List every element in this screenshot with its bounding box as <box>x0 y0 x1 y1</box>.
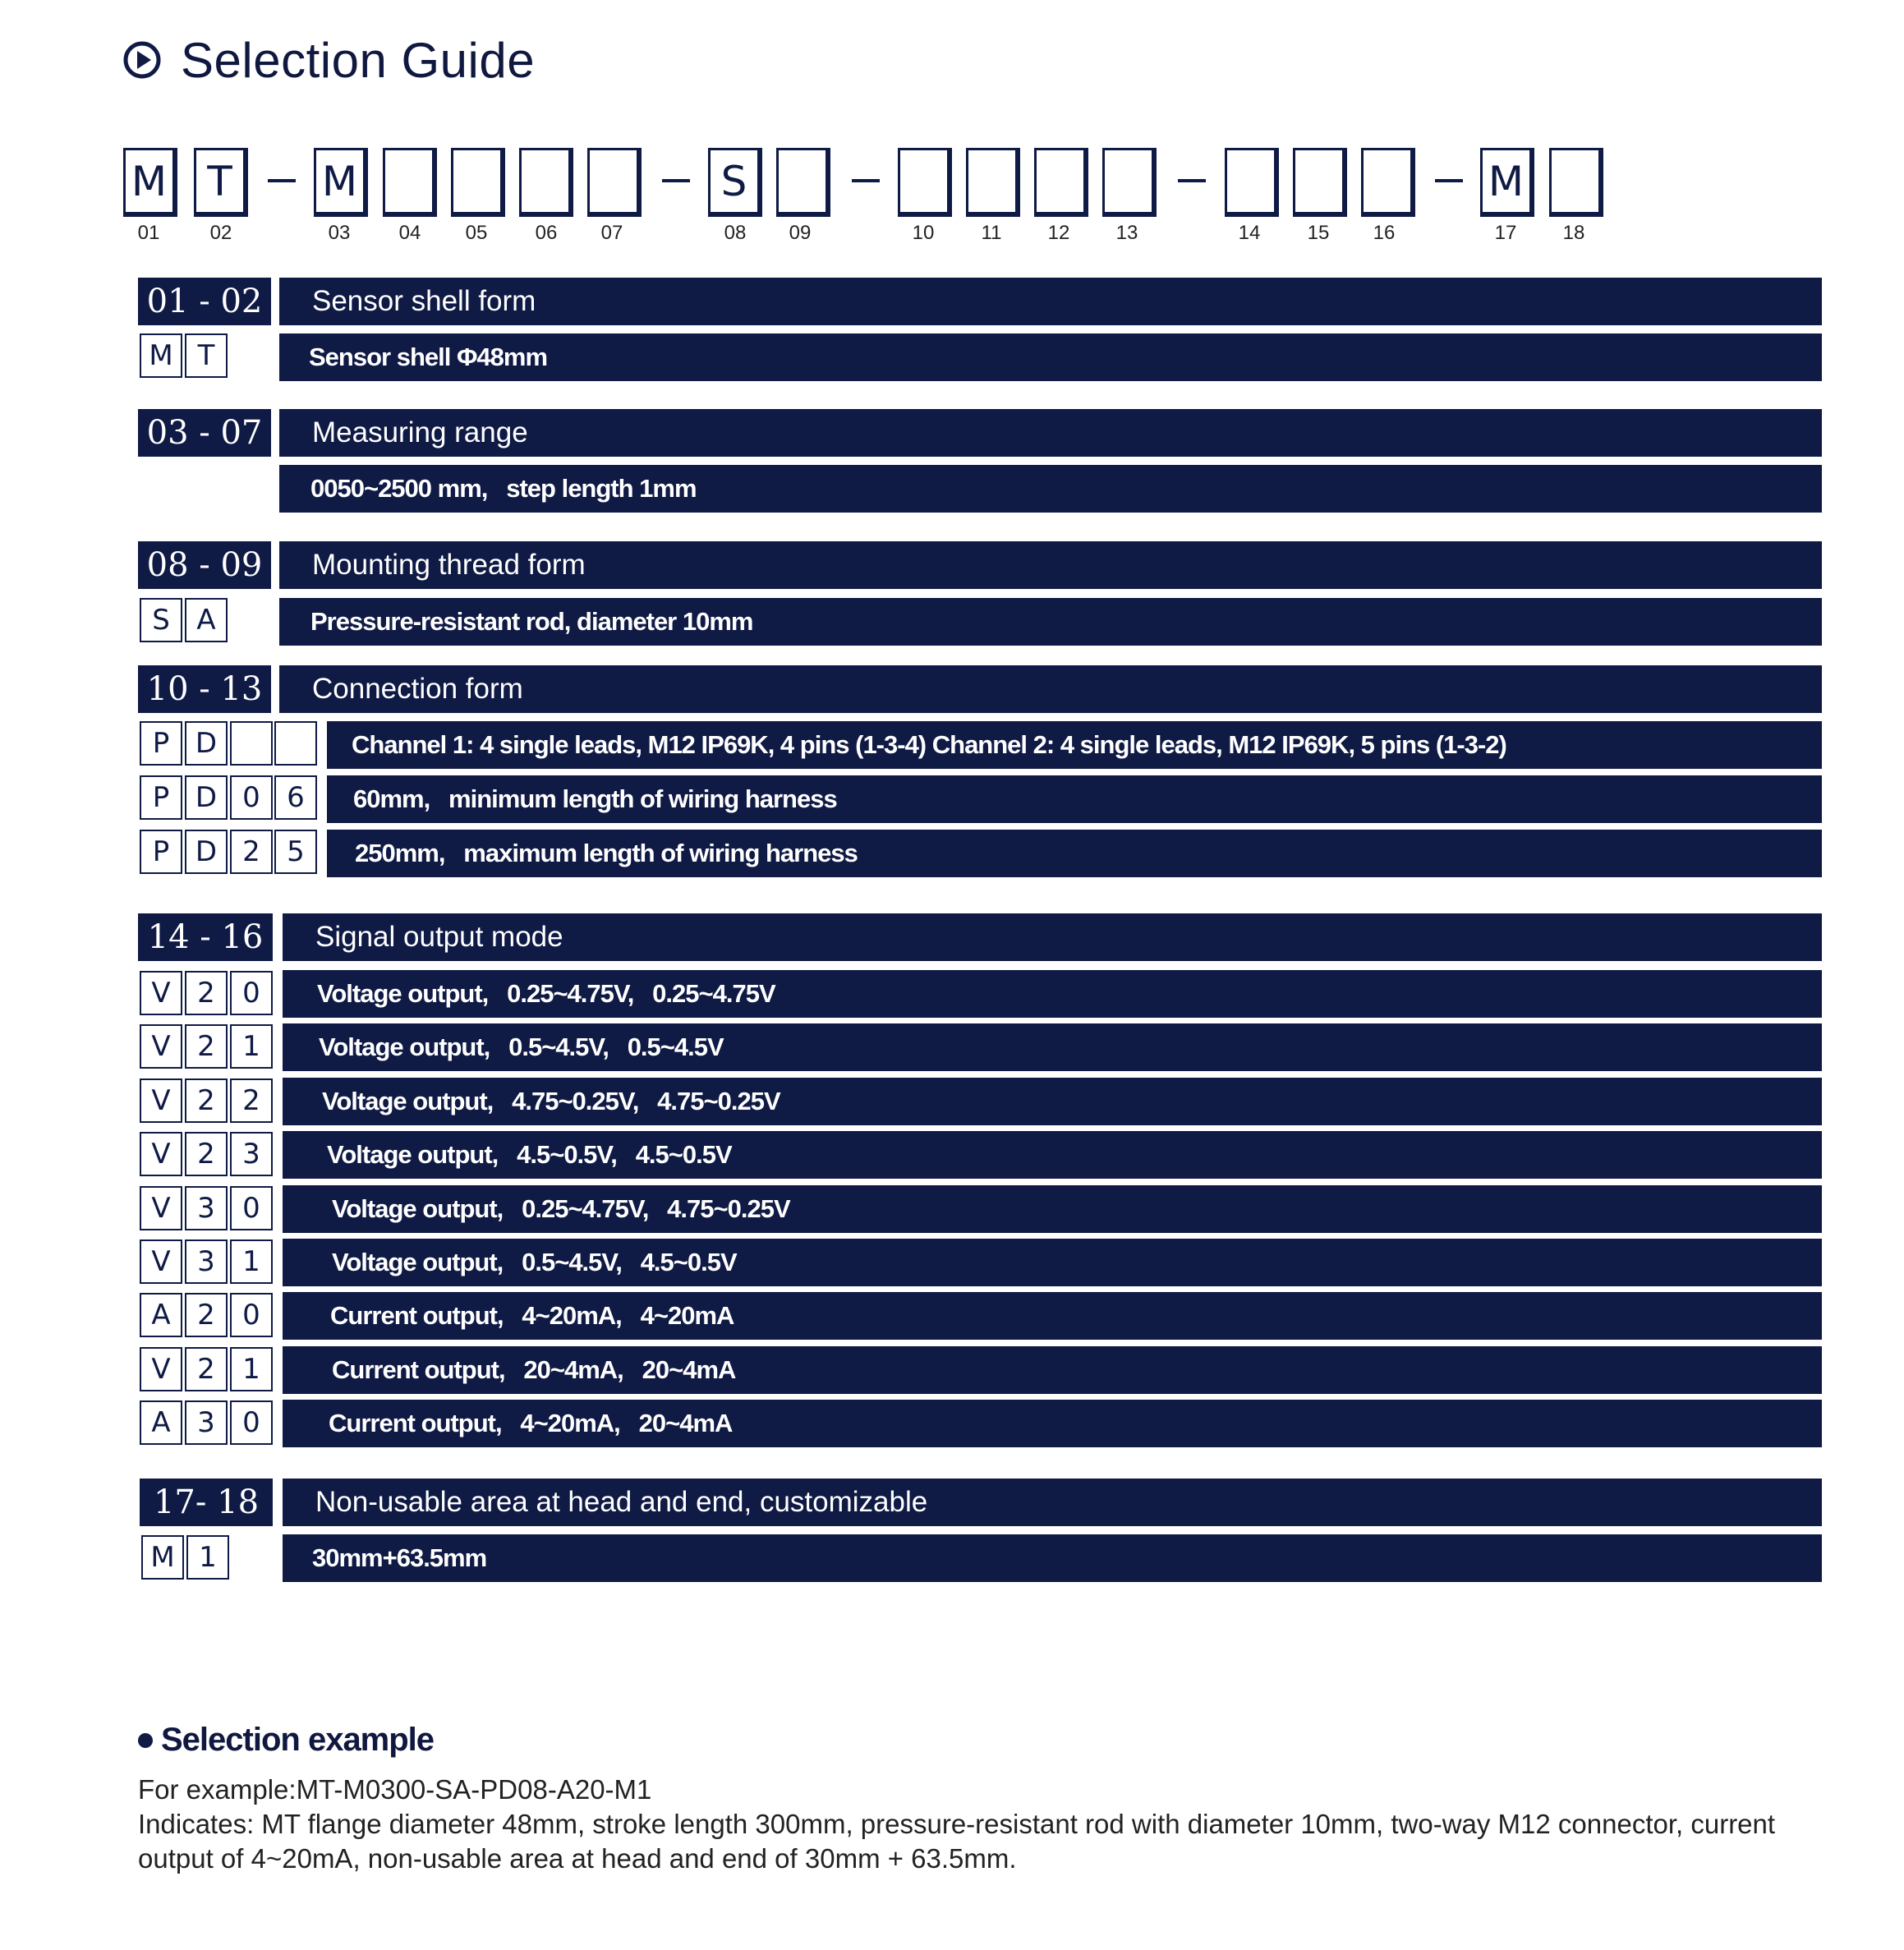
option-description: Channel 1: 4 single leads, M12 IP69K, 4 pins (1-3-4) Channel 2: 4 single leads, M12 IP69K, 5 pins (1-3-2) <box>327 721 1822 769</box>
option-code-box: A <box>185 598 228 642</box>
option-code-box: M <box>140 333 182 378</box>
code-number: 02 <box>209 222 232 244</box>
code-box-14 <box>1225 148 1279 217</box>
option-description: Current output, 4~20mA, 4~20mA <box>283 1292 1822 1340</box>
option-code-box: S <box>140 598 182 642</box>
code-number: 08 <box>724 222 747 244</box>
option-code-box: 2 <box>185 1293 228 1337</box>
option-code-box: D <box>185 830 228 874</box>
option-description: Sensor shell Φ48mm <box>279 333 1822 381</box>
code-number: 14 <box>1238 222 1261 244</box>
option-code-box: V <box>140 1347 182 1391</box>
option-code-box: T <box>185 333 228 378</box>
option-code-box: 2 <box>230 1078 273 1123</box>
code-number: 10 <box>912 222 935 244</box>
option-code-box: 0 <box>230 1400 273 1445</box>
code-box-02: T <box>194 148 248 217</box>
option-description: 30mm+63.5mm <box>283 1534 1822 1582</box>
option-description: 0050~2500 mm, step length 1mm <box>279 465 1822 513</box>
code-box-16 <box>1361 148 1415 217</box>
option-code-box: V <box>140 1024 182 1069</box>
code-number: 01 <box>137 222 160 244</box>
section-heading: Measuring range <box>279 409 1822 457</box>
code-number: 06 <box>535 222 558 244</box>
option-description: Current output, 20~4mA, 20~4mA <box>283 1346 1822 1394</box>
option-code-box: 0 <box>230 1186 273 1230</box>
option-code-box: 0 <box>230 1293 273 1337</box>
page-title-block <box>123 31 535 89</box>
option-code-box: P <box>140 721 182 766</box>
code-number: 04 <box>398 222 421 244</box>
option-code-box: D <box>185 721 228 766</box>
example-line: Indicates: MT flange diameter 48mm, stroke length 300mm, pressure-resistant rod with diameter 10mm, two-way M12 connector, current <box>138 1809 1776 1839</box>
option-code-box: 3 <box>230 1132 273 1176</box>
code-box-08: S <box>708 148 762 217</box>
section-heading: Signal output mode <box>283 913 1822 961</box>
code-box-15 <box>1293 148 1347 217</box>
section-range: 01 - 02 <box>138 278 271 325</box>
code-number: 17 <box>1494 222 1517 244</box>
code-box-12 <box>1034 148 1088 217</box>
code-box-11 <box>966 148 1020 217</box>
option-code-box <box>230 721 273 766</box>
section-heading: Connection form <box>279 665 1822 713</box>
option-code-box: 5 <box>274 830 317 874</box>
example-heading <box>138 1722 434 1759</box>
code-box-06 <box>519 148 573 217</box>
code-box-05 <box>451 148 505 217</box>
code-dash <box>1435 179 1463 182</box>
option-code-box: P <box>140 775 182 820</box>
code-number: 07 <box>600 222 623 244</box>
code-number: 16 <box>1373 222 1396 244</box>
code-box-01: M <box>123 148 177 217</box>
section-range: 17- 18 <box>140 1479 273 1526</box>
option-code-box: 2 <box>185 1024 228 1069</box>
option-code-box: V <box>140 1078 182 1123</box>
code-number: 11 <box>981 222 1002 244</box>
option-description: Voltage output, 0.5~4.5V, 0.5~4.5V <box>283 1023 1822 1071</box>
option-code-box: A <box>140 1400 182 1445</box>
example-line: output of 4~20mA, non-usable area at head and end of 30mm + 63.5mm. <box>138 1843 1017 1874</box>
option-description: Voltage output, 4.75~0.25V, 4.75~0.25V <box>283 1078 1822 1125</box>
option-code-box: 2 <box>185 1078 228 1123</box>
code-dash <box>662 179 690 182</box>
option-code-box: 1 <box>186 1535 229 1580</box>
section-range: 08 - 09 <box>138 541 271 589</box>
option-code-box: A <box>140 1293 182 1337</box>
code-box-18 <box>1549 148 1603 217</box>
option-code-box: V <box>140 1186 182 1230</box>
option-code-box: D <box>185 775 228 820</box>
option-code-box: 0 <box>230 775 273 820</box>
section-heading: Sensor shell form <box>279 278 1822 325</box>
play-circle-icon <box>123 41 161 79</box>
page-title: Selection Guide <box>181 32 536 88</box>
code-box-03: M <box>314 148 368 217</box>
code-number: 18 <box>1562 222 1585 244</box>
code-number: 15 <box>1307 222 1330 244</box>
option-description: Current output, 4~20mA, 20~4mA <box>283 1400 1822 1447</box>
code-box-04 <box>383 148 437 217</box>
section-range: 10 - 13 <box>138 665 271 713</box>
option-code-box: 0 <box>230 971 273 1015</box>
code-dash <box>852 179 880 182</box>
code-dash <box>1178 179 1206 182</box>
code-number: 09 <box>789 222 812 244</box>
example-title: Selection example <box>161 1722 435 1758</box>
option-description: 250mm, maximum length of wiring harness <box>327 830 1822 877</box>
option-description: Voltage output, 0.5~4.5V, 4.5~0.5V <box>283 1239 1822 1286</box>
option-code-box: 1 <box>230 1024 273 1069</box>
section-heading: Mounting thread form <box>279 541 1822 589</box>
section-heading: Non-usable area at head and end, customizable <box>283 1479 1822 1526</box>
option-code-box: V <box>140 1239 182 1284</box>
code-box-10 <box>898 148 952 217</box>
option-description: Pressure-resistant rod, diameter 10mm <box>279 598 1822 646</box>
code-box-13 <box>1102 148 1157 217</box>
option-code-box: V <box>140 971 182 1015</box>
option-code-box: 2 <box>185 1347 228 1391</box>
option-code-box: P <box>140 830 182 874</box>
code-number: 03 <box>328 222 351 244</box>
option-code-box: 2 <box>185 1132 228 1176</box>
code-box-07 <box>587 148 642 217</box>
option-code-box: 1 <box>230 1347 273 1391</box>
code-number: 12 <box>1047 222 1070 244</box>
option-description: Voltage output, 4.5~0.5V, 4.5~0.5V <box>283 1131 1822 1179</box>
code-box-09 <box>776 148 830 217</box>
option-code-box <box>274 721 317 766</box>
option-description: Voltage output, 0.25~4.75V, 0.25~4.75V <box>283 970 1822 1018</box>
option-code-box: V <box>140 1132 182 1176</box>
option-code-box: 6 <box>274 775 317 820</box>
option-code-box: 1 <box>230 1239 273 1284</box>
option-code-box: 3 <box>185 1186 228 1230</box>
bullet-icon <box>138 1733 153 1748</box>
code-dash <box>268 179 296 182</box>
code-number: 13 <box>1115 222 1138 244</box>
option-code-box: M <box>141 1535 184 1580</box>
option-description: Voltage output, 0.25~4.75V, 4.75~0.25V <box>283 1185 1822 1233</box>
option-code-box: 3 <box>185 1400 228 1445</box>
section-range: 03 - 07 <box>138 409 271 457</box>
code-number: 05 <box>465 222 488 244</box>
option-code-box: 2 <box>230 830 273 874</box>
code-box-17: M <box>1480 148 1534 217</box>
option-description: 60mm, minimum length of wiring harness <box>327 775 1822 823</box>
option-code-box: 2 <box>185 971 228 1015</box>
option-code-box: 3 <box>185 1239 228 1284</box>
example-line: For example:MT-M0300-SA-PD08-A20-M1 <box>138 1774 652 1805</box>
section-range: 14 - 16 <box>138 913 273 961</box>
